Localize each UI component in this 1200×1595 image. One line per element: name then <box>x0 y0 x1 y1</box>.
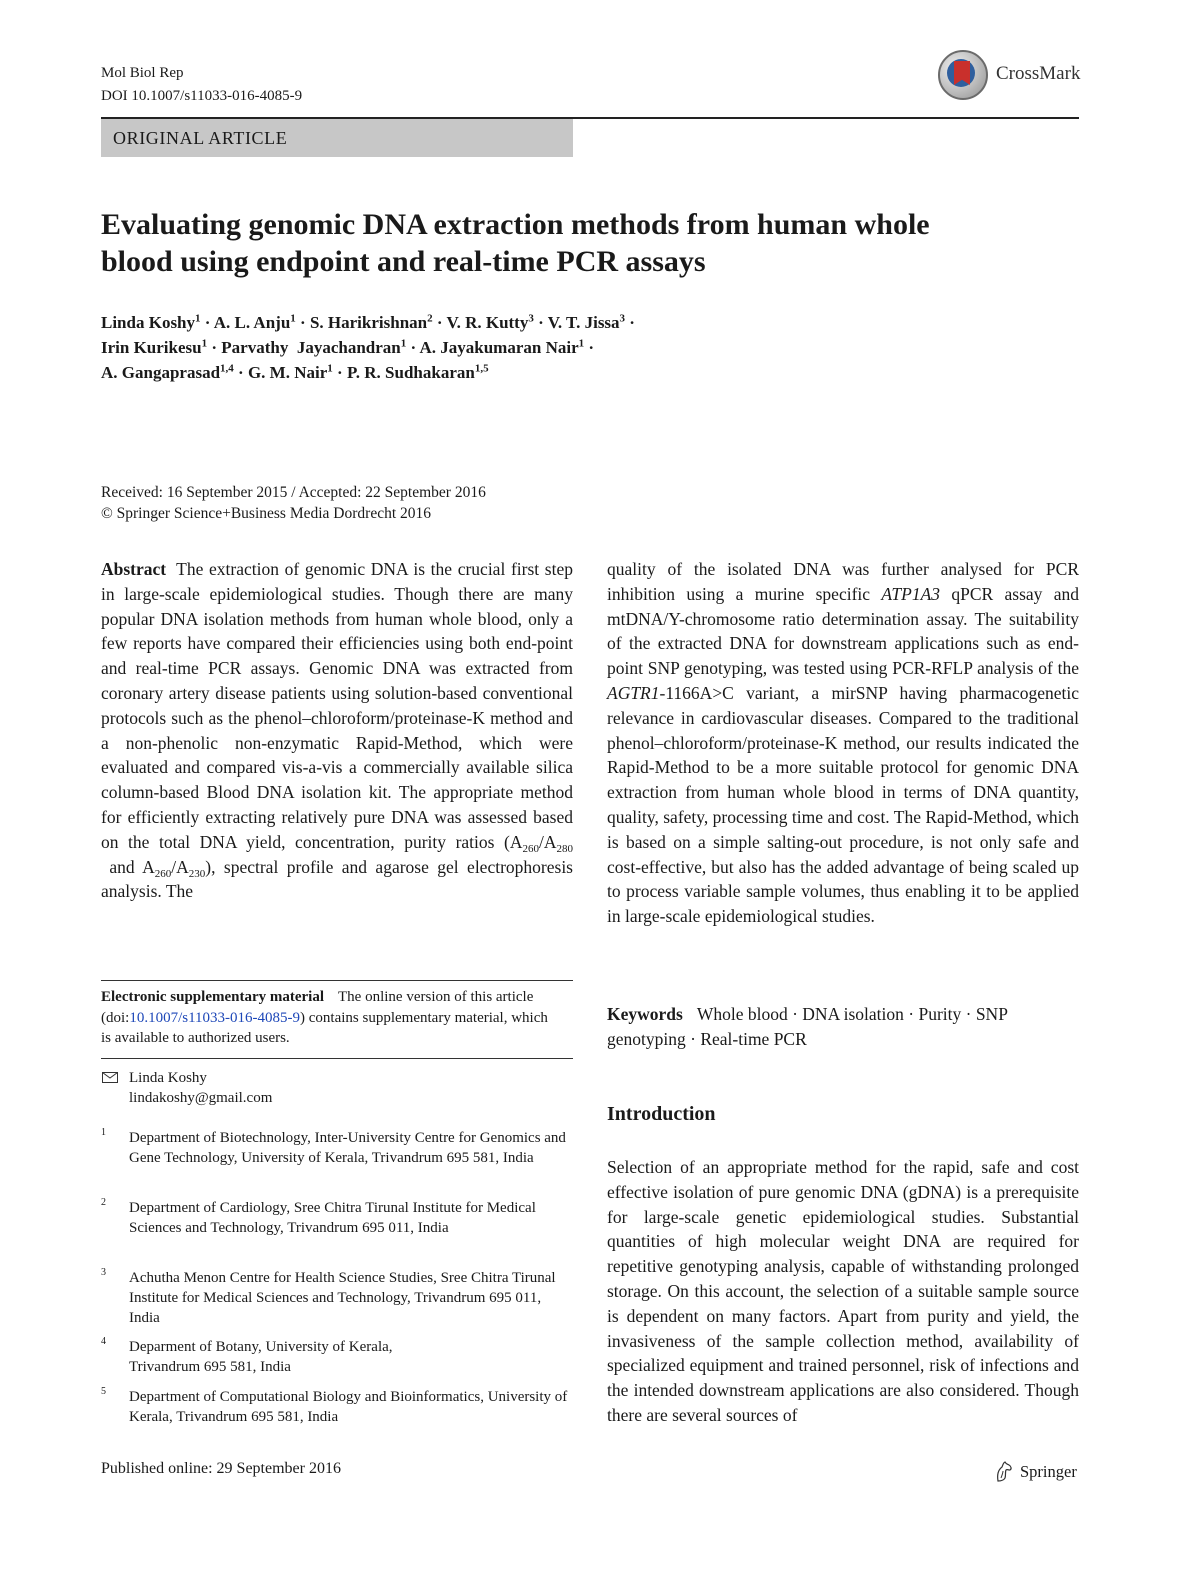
gene-name: AGTR1 <box>607 682 660 703</box>
esm-label: Electronic supplementary material <box>101 989 325 1005</box>
published-date: Published online: 29 September 2016 <box>101 1460 341 1477</box>
author-name: Parvathy Jayachandran <box>221 338 401 357</box>
keywords-text: Whole blood · DNA isolation · Purity · SNP genotyping · Real-time PCR <box>607 1004 1008 1049</box>
author-affiliation: 1 <box>400 337 407 350</box>
abstract-text: The extraction of genomic DNA is the crucial first step in large-scale epidemiological studies. Though there are many popular DNA isolation methods from human whole blood, only a few reports have compared their efficiencies using both end-point and real-time PCR assays. Genomic DNA was extracted from coronary artery disease patients using solution-based conventional protocols such as the phenol–chloroform/proteinase-K method and a non-phenolic non-enzymatic Rapid-Method, which were evaluated and compared vis-a-vis a commercially available silica column-based Blood DNA isolation kit. The appropriate method for efficiently extracting relatively pure DNA was assessed based on the total DNA yield, concentration, purity ratios ( <box>101 559 573 852</box>
gene-name: ATP1A3 <box>881 583 941 604</box>
author-affiliation: 1 <box>195 312 201 325</box>
springer-horse-icon <box>994 1461 1014 1483</box>
affiliation-item: 3 Achutha Menon Centre for Health Science Studies, Sree Chitra Tirunal Institute for Medical Sciences and Technology, Trivandrum 695 011, India <box>101 1267 556 1326</box>
section-tag: ORIGINAL ARTICLE <box>101 119 573 157</box>
envelope-icon <box>102 1072 118 1083</box>
author-name: S. Harikrishnan <box>309 313 428 332</box>
author-name: P. R. Sudhakaran <box>346 363 475 382</box>
author-name: A. L. Anju <box>213 313 291 332</box>
corresponding-author: Linda Koshy <box>129 1070 207 1086</box>
journal-name: Mol Biol Rep <box>101 65 184 81</box>
affiliation-item: 5 Department of Computational Biology and Bioinformatics, University of Kerala, Trivandrum 695 581, India <box>101 1386 568 1425</box>
article-title <box>101 206 1079 280</box>
title-line-2: blood using endpoint and real-time PCR assays <box>101 245 706 278</box>
section-heading: Introduction <box>607 1103 716 1125</box>
crossmark-badge[interactable] <box>938 50 1088 102</box>
author-affiliation: 3 <box>528 312 534 325</box>
author-affiliation: 1 <box>327 362 333 375</box>
author-affiliation: 1,5 <box>474 362 489 375</box>
introduction-text: Selection of an appropriate method for the rapid, safe and cost effective isolation of pure genomic DNA (gDNA) is a prerequisite for large-scale genetic epidemiological studies. Substantial quantities of high molecular weight DNA are required for repetitive genotyping analysis, capable of withstanding prolonged storage. On this account, the selection of a suitable sample source is dependent on many factors. Apart from purity and yield, the invasiveness of the sample collection method, availability of specialized equipment and trained personnel, risk of infections and the intended downstream applications are also considered. Though there are several sources of <box>607 1157 1079 1425</box>
affiliation-item: 4 Deparment of Botany, University of Kerala, Trivandrum 695 581, India <box>101 1336 393 1375</box>
author-affiliation: 1,4 <box>220 362 234 375</box>
author-line-3: A. Gangaprasad$^{1,4}$ · G. M. Nair$^1$ · P. R. Sudhakaran$^{1,5}$ <box>101 362 489 382</box>
affiliation-item: 2 Department of Cardiology, Sree Chitra Tirunal Institute for Medical Sciences and Technology, Trivandrum 695 011, India <box>101 1197 536 1236</box>
affiliation-item: 1 Department of Biotechnology, Inter-University Centre for Genomics and Gene Technology, University of Kerala, Trivandrum 695 581, India <box>101 1127 566 1166</box>
author-line-1: Linda Koshy$^1$ · A. L. Anju$^1$ · S. Harikrishnan$^2$ · V. R. Kutty$^3$ · V. T. Jissa$^3$ · <box>101 312 635 332</box>
author-line-2: Irin Kurikesu$^1$ · Parvathy Jayachandran$^1$ · A. Jayakumaran Nair$^1$ · <box>101 337 595 357</box>
keywords <box>607 1002 1079 1052</box>
author-name: Irin Kurikesu <box>101 338 202 357</box>
keywords-label: Keywords <box>607 1004 683 1024</box>
doi-text: DOI 10.1007/s11033-016-4085-9 <box>101 88 303 104</box>
esm-rule-bottom <box>101 1058 573 1059</box>
author-affiliation: 1 <box>201 337 208 350</box>
article-dates <box>101 482 486 524</box>
author-affiliation: 1 <box>290 312 296 325</box>
esm-doi-link[interactable]: 10.1007/s11033-016-4085-9 <box>129 1009 301 1026</box>
author-list <box>101 310 1079 385</box>
author-name: A. Jayakumaran Nair <box>419 338 579 357</box>
title-line-1: Evaluating genomic DNA extraction methods from human whole <box>101 208 930 241</box>
author-affiliation: 3 <box>619 312 626 325</box>
author-name: V. R. Kutty <box>446 313 529 332</box>
author-affiliation: 2 <box>427 312 433 325</box>
abstract-text-tail: ), spectral profile and agarose gel electrophoresis analysis. The <box>101 856 573 902</box>
author-name: A. Gangaprasad <box>101 363 221 382</box>
abstract-right: quality of the isolated DNA was further analysed for PCR inhibition using a murine specific ATP1A3 qPCR assay and mtDNA/Y-chromosome ratio determination assay. The suitability of the extracted DNA for downstream applications such as end-point SNP genotyping, was tested using PCR-RFLP analysis of the AGTR1-1166A>C variant, a mirSNP having pharmacogenetic relevance in cardiovascular diseases. Compared to the traditional phenol–chloroform/proteinase-K method, our results indicated the Rapid-Method to be a more suitable protocol for genomic DNA extraction from human whole blood in terms of DNA quantity, quality, safety, processing time and cost. The Rapid-Method, which is based on a simple salting-out procedure, is not only safe and cost-effective, but also has the added advantage of being scaled up to process variable sample volumes, thus enabling it to be applied in large-scale epidemiological studies. <box>607 559 1080 927</box>
author-name: V. T. Jissa <box>547 313 620 332</box>
abstract-label: Abstract <box>101 559 167 579</box>
abstract-left: Abstract The extraction of genomic DNA is the crucial first step in large-scale epidemiological studies. Though there are many popular DNA isolation methods from human whole blood, only a few reports have compared their efficiencies using both end-point and real-time PCR assays. Genomic DNA was extracted from coronary artery disease patients using solution-based conventional protocols such as the phenol–chloroform/proteinase-K method and a non-phenolic non-enzymatic Rapid-Method, which were evaluated and compared vis-a-vis a commercially available silica column-based Blood DNA isolation kit. The appropriate method for efficiently extracting relatively pure DNA was assessed based on the total DNA yield, concentration, purity ratios ($A_{260}/A_{280}$ and $A_{260}/A_{230}$), spectral profile and agarose gel electrophoresis analysis. The <box>101 559 573 902</box>
author-affiliation: 1 <box>578 337 585 350</box>
author-name: G. M. Nair <box>247 363 328 382</box>
crossmark-label: CrossMark <box>996 63 1081 84</box>
received-accepted: Received: 16 September 2015 / Accepted: 22 September 2016 <box>101 484 486 501</box>
correspondence <box>101 1068 571 1108</box>
copyright-line: © Springer Science+Business Media Dordrecht 2016 <box>101 505 432 522</box>
supplementary-note: Electronic supplementary material The online version of this article (doi:10.1007/s11033-016-4085-9) contains supplementary material, which is available to authorized users. <box>101 989 548 1046</box>
publisher-name: Springer <box>1020 1462 1077 1481</box>
esm-rule-top <box>101 980 573 981</box>
author-name: Linda Koshy <box>101 313 196 332</box>
author-email[interactable]: lindakoshy@gmail.com <box>129 1090 273 1106</box>
